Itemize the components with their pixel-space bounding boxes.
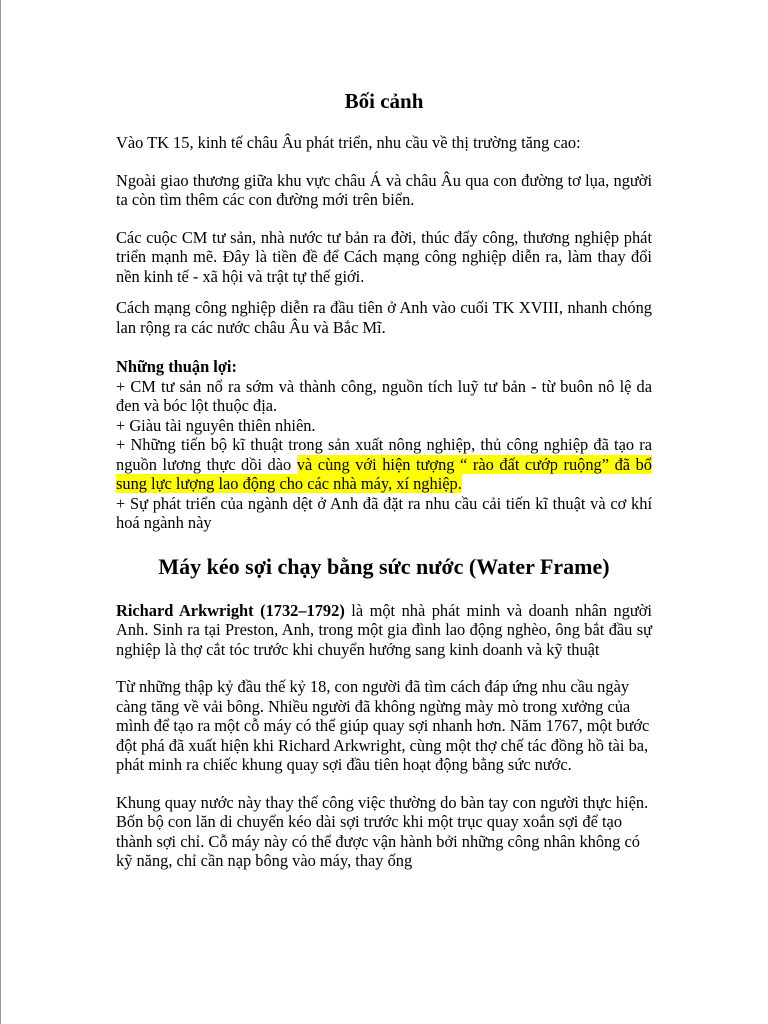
section-title-context: Bối cảnh — [344, 89, 424, 113]
paragraph-water-frame: Khung quay nước này thay thế công việc thường do bàn tay con người thực hiện. Bốn bộ con lăn di chuyển kéo dài sợi trước khi một trục quay xoắn sợi để tạo thành sợi chỉ. Cỗ máy này có thể được vận hành bởi những công nhân không có kỹ năng, chỉ cần nạp bông vào máy, thay ống — [116, 792, 649, 870]
page-edge-divider — [0, 0, 1, 1024]
paragraph-arkwright-bio — [116, 601, 652, 660]
advantage-text: + Những tiến bộ kĩ thuật trong sản xuất nông nghiệp, thủ công nghiệp đã tạo ra nguồn lương thực dồi dào — [116, 435, 652, 474]
paragraph-bourgeois-revolution: Các cuộc CM tư sản, nhà nước tư bản ra đời, thúc đẩy công, thương nghiệp phát triển mạnh mẽ. Đây là tiền đề để Cách mạng công nghiệp diễn ra, làm thay đổi nền kinh tế - xã hội và trật tự thế giới. — [116, 227, 652, 286]
bio-text: là một nhà phát minh và doanh nhân người Anh. Sinh ra tại Preston, Anh, trong một gia đình lao động nghèo, ông bắt đầu sự nghiệp là thợ cắt tóc trước khi chuyển hướng sang kinh doanh và kỹ thuật — [116, 600, 652, 659]
advantages-heading — [116, 357, 652, 377]
paragraph-industrial-revolution: Cách mạng công nghiệp diễn ra đầu tiên ở Anh vào cuối TK XVIII, nhanh chóng lan rộng ra các nước châu Âu và Bắc Mĩ. — [116, 298, 652, 337]
section-title-water-frame: Máy kéo sợi chạy bằng sức nước (Water Frame) — [158, 553, 610, 579]
document-content — [116, 88, 652, 871]
advantage-item: + CM tư sản nổ ra sớm và thành công, nguồn tích luỹ tư bản - từ buôn nô lệ da đen và bóc lột thuộc địa. — [116, 376, 652, 415]
paragraph-intro: Vào TK 15, kinh tế châu Âu phát triển, nhu cầu về thị trường tăng cao: — [116, 133, 581, 152]
highlighted-text: và cùng với hiện tượng “ rào đất cướp ruộng” đã bổ sung lực lượng lao động cho các nhà máy, xí nghiệp. — [116, 454, 652, 493]
inventor-name: Richard Arkwright (1732–1792) — [116, 600, 345, 620]
advantage-item: + Sự phát triển của ngành dệt ở Anh đã đặt ra nhu cầu cải tiến kĩ thuật và cơ khí hoá ngành này — [116, 493, 652, 532]
paragraph-history: Từ những thập kỷ đầu thế kỷ 18, con người đã tìm cách đáp ứng nhu cầu ngày càng tăng về vải bông. Nhiều người đã không ngừng mày mò trong xưởng của mình để tạo ra một cỗ máy có thể giúp quay sợi nhanh hơn. Năm 1767, một bước đột phá đã xuất hiện khi Richard Arkwright, cùng một thợ chế tác đồng hồ tài ba, phát minh ra chiếc khung quay sợi đầu tiên hoạt động bằng sức nước. — [116, 677, 650, 774]
paragraph-silk-road: Ngoài giao thương giữa khu vực châu Á và châu Âu qua con đường tơ lụa, người ta còn tìm thêm các con đường mới trên biển. — [116, 170, 652, 209]
advantages-heading-text: Những thuận lợi: — [116, 357, 237, 376]
advantage-item — [116, 435, 652, 494]
advantage-item: + Giàu tài nguyên thiên nhiên. — [116, 415, 316, 435]
